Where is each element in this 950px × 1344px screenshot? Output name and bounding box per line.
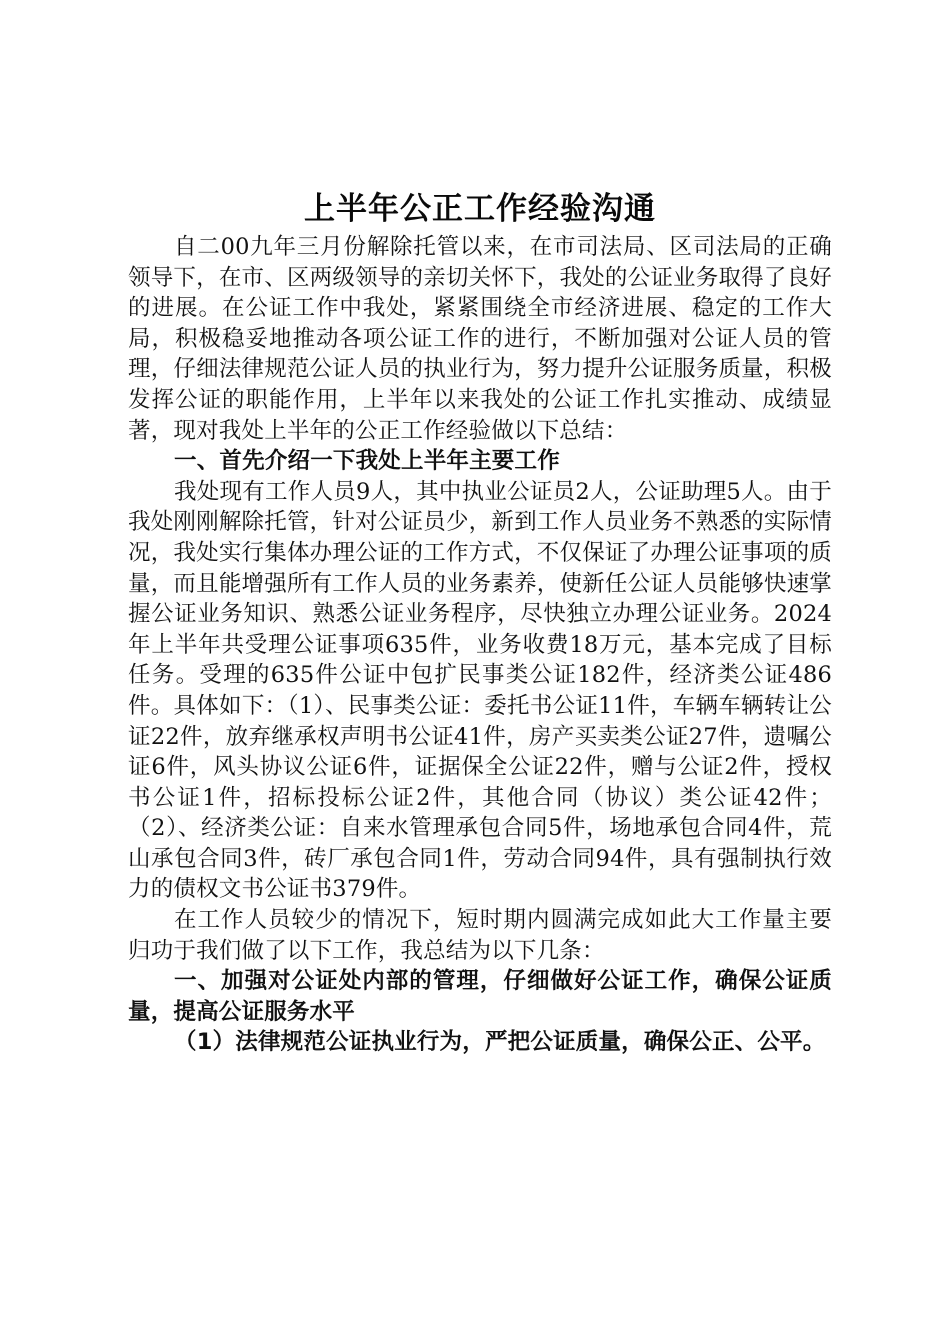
- staff-and-statistics-paragraph: 我处现有工作人员9人，其中执业公证员2人，公证助理5人。由于我处刚刚解除托管，针对公证员少，新到工作人员业务不熟悉的实际情况，我处实行集体办理公证的工作方式，不仅保证了办理公证事项的质量，而且能增强所有工作人员的业务素养，使新任公证人员能够快速掌握公证业务知识、熟悉公证业务程序，尽快独立办理公证业务。2024年上半年共受理公证事项635件，业务收费18万元，基本完成了目标任务。受理的635件公证中包扩民事类公证182件，经济类公证486件。具体如下：（1）、民事类公证：委托书公证11件，车辆车辆转让公证22件，放弃继承权声明书公证41件，房产买卖类公证27件，遗嘱公证6件，风头协议公证6件，证据保全公证22件，赠与公证2件，授权书公证1件，招标投标公证2件，其他合同（协议）类公证42件；（2）、经济类公证：自来水管理承包合同5件，场地承包合同4件，荒山承包合同3件，砖厂承包合同1件，劳动合同94件，具有强制执行效力的债权文书公证书379件。: [128, 478, 832, 903]
- section-heading-internal-management: 一、加强对公证处内部的管理，仔细做好公证工作，确保公证质量，提高公证服务水平: [128, 968, 832, 1025]
- document-title: 上半年公正工作经验沟通: [304, 191, 656, 227]
- transition-paragraph: 在工作人员较少的情况下，短时期内圆满完成如此大工作量主要归功于我们做了以下工作，我总结为以下几条：: [128, 907, 832, 964]
- subsection-heading-practice-standards: （1）法律规范公证执业行为，严把公证质量，确保公正、公平。: [174, 1029, 826, 1056]
- section-heading-main-work: 一、首先介绍一下我处上半年主要工作: [174, 448, 560, 475]
- intro-paragraph: 自二00九年三月份解除托管以来，在市司法局、区司法局的正确领导下，在市、区两级领导的亲切关怀下，我处的公证业务取得了良好的进展。在公证工作中我处，紧紧围绕全市经济进展、稳定的工作大局，积极稳妥地推动各项公证工作的进行，不断加强对公证人员的管理，仔细法律规范公证人员的执业行为，努力提升公证服务质量，积极发挥公证的职能作用，上半年以来我处的公证工作扎实推动、成绩显著，现对我处上半年的公正工作经验做以下总结：: [128, 234, 832, 444]
- document-body: [128, 186, 832, 1058]
